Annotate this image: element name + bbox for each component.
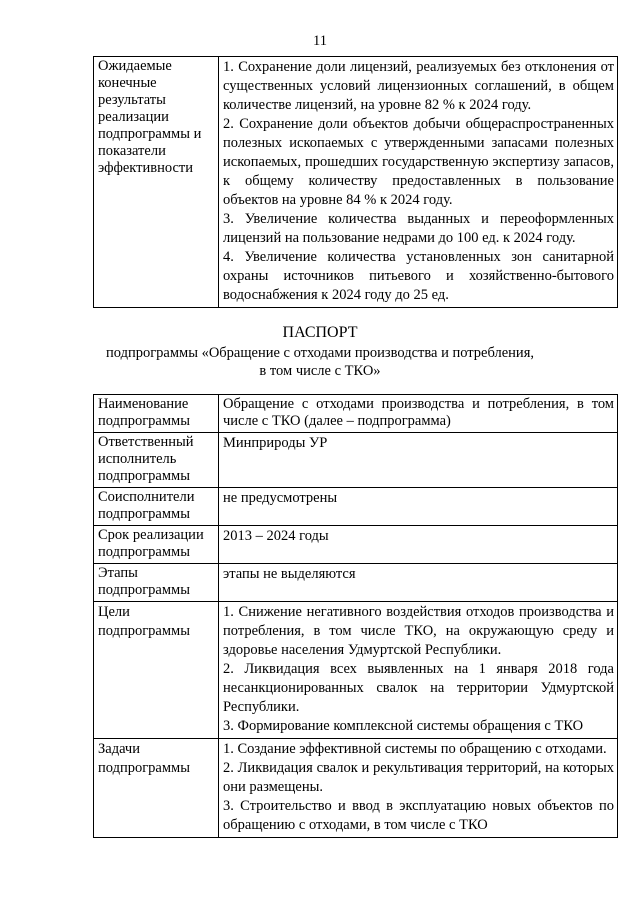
results-item-4: 4. Увеличение количества установленных зон санитарной охраны источников питьевого и хозяйственно-бытового водоснабжения к 2024 году до 25 ед. — [223, 249, 614, 303]
goals-label: Цели подпрограммы — [94, 602, 219, 739]
task-item-2: 2. Ликвидация свалок и рекультивация территорий, на которых они размещены. — [223, 760, 614, 795]
goals-value — [219, 602, 618, 739]
table-row — [94, 57, 618, 308]
passport-subtitle-line2: в том числе с ТКО» — [259, 363, 381, 379]
executor-label: Ответственный исполнитель подпрограммы — [94, 433, 219, 488]
table-row — [94, 395, 618, 433]
task-item-3: 3. Строительство и ввод в эксплуатацию новых объектов по обращению с отходами, в том числе с ТКО — [223, 798, 614, 833]
tasks-value — [219, 739, 618, 838]
goal-item-3: 3. Формирование комплексной системы обращения с ТКО — [223, 718, 584, 734]
period-label: Срок реализации подпрограммы — [94, 526, 219, 564]
results-item-3: 3. Увеличение количества выданных и переоформленных лицензий на пользование недрами до 100 ед. к 2024 году. — [223, 211, 614, 246]
results-table — [93, 56, 618, 308]
results-item-1: 1. Сохранение доли лицензий, реализуемых без отклонения от существенных условий лицензионных соглашений, в общем количестве лицензий, на уровне 82 % к 2024 году. — [223, 59, 614, 113]
table-row — [94, 739, 618, 838]
tasks-label: Задачи подпрограммы — [94, 739, 219, 838]
coexecutors-value: не предусмотрены — [219, 488, 618, 526]
stages-value: этапы не выделяются — [219, 564, 618, 602]
results-item-2: 2. Сохранение доли объектов добычи общераспространенных полезных ископаемых с утвержденными запасами полезных ископаемых, прошедших государственную экспертизу запасов, к общему количеству предоставленных в пользование объектов на уровне 84 % к 2024 году. — [223, 116, 614, 208]
name-label: Наименование подпрограммы — [94, 395, 219, 433]
passport-heading: ПАСПОРТ — [282, 324, 358, 341]
table-row — [94, 564, 618, 602]
task-item-1: 1. Создание эффективной системы по обращению с отходами. — [223, 741, 607, 757]
name-value: Обращение с отходами производства и потребления, в том числе с ТКО (далее – подпрограмма) — [219, 395, 618, 433]
passport-table — [93, 394, 618, 838]
page-number: 11 — [313, 33, 327, 49]
stages-label: Этапы подпрограммы — [94, 564, 219, 602]
passport-subtitle-line1: подпрограммы «Обращение с отходами производства и потребления, — [105, 345, 534, 361]
results-value — [219, 57, 618, 308]
table-row — [94, 526, 618, 564]
coexecutors-label: Соисполнители подпрограммы — [94, 488, 219, 526]
table-row — [94, 602, 618, 739]
goal-item-2: 2. Ликвидация всех выявленных на 1 января 2018 года несанкционированных свалок на территории Удмуртской Республики. — [223, 661, 614, 715]
period-value: 2013 – 2024 годы — [219, 526, 618, 564]
goal-item-1: 1. Снижение негативного воздействия отходов производства и потребления, в том числе ТКО, на окружающую среду и здоровье населения Удмуртской Республики. — [223, 604, 614, 658]
executor-value: Минприроды УР — [219, 433, 618, 488]
table-row — [94, 433, 618, 488]
results-label: Ожидаемые конечные результаты реализации подпрограммы и показатели эффективности — [94, 57, 219, 308]
table-row — [94, 488, 618, 526]
